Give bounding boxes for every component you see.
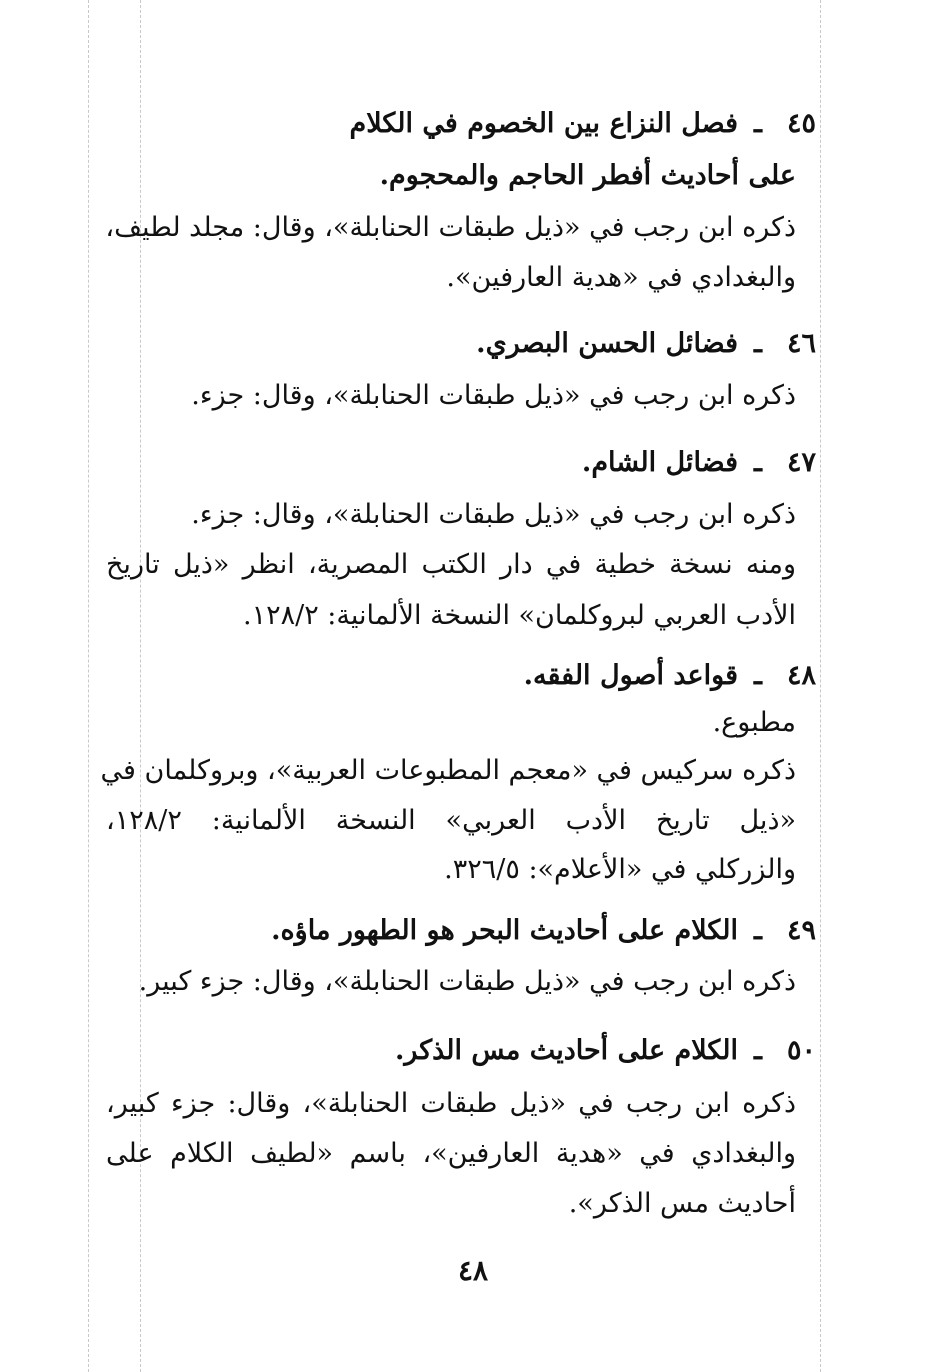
entry-45-body-line: والبغدادي في «هدية العارفين». bbox=[446, 262, 796, 293]
entry-48-body-line: والزركلي في «الأعلام»: ٣٢٦/٥. bbox=[444, 854, 796, 885]
entry-dash: ـ bbox=[754, 1035, 762, 1066]
scan-guide-line bbox=[88, 0, 89, 1372]
entry-50-body-line: أحاديث مس الذكر». bbox=[568, 1188, 796, 1219]
entry-45-body-line: ذكره ابن رجب في «ذيل طبقات الحنابلة»، وقال: مجلد لطيف، bbox=[105, 212, 796, 243]
entry-47-body-line: ذكره ابن رجب في «ذيل طبقات الحنابلة»، وقال: جزء. bbox=[191, 499, 796, 530]
entry-49-body-line: ذكره ابن رجب في «ذيل طبقات الحنابلة»، وقال: جزء كبير. bbox=[138, 966, 796, 997]
entry-48-title bbox=[106, 656, 816, 696]
entry-title: فضائل الشام. bbox=[581, 447, 738, 478]
entry-50-body-line: ذكره ابن رجب في «ذيل طبقات الحنابلة»، وقال: جزء كبير، bbox=[106, 1088, 796, 1119]
entry-number: ٤٥ bbox=[786, 108, 816, 139]
entry-45-title-cont: على أحاديث أفطر الحاجم والمحجوم. bbox=[379, 160, 796, 191]
entry-dash: ـ bbox=[754, 660, 762, 691]
entry-dash: ـ bbox=[754, 108, 762, 139]
entry-dash: ـ bbox=[754, 447, 762, 478]
entry-dash: ـ bbox=[754, 328, 762, 359]
entry-number: ٤٧ bbox=[786, 447, 816, 478]
page-number: ٤٨ bbox=[457, 1254, 489, 1287]
entry-title: الكلام على أحاديث مس الذكر. bbox=[394, 1035, 738, 1066]
entry-title: قواعد أصول الفقه. bbox=[523, 660, 738, 691]
entry-number: ٥٠ bbox=[786, 1035, 816, 1066]
entry-45-title bbox=[106, 104, 816, 144]
entry-48-body-line: مطبوع. bbox=[712, 707, 796, 738]
entry-46-body-line: ذكره ابن رجب في «ذيل طبقات الحنابلة»، وقال: جزء. bbox=[191, 380, 796, 411]
entry-50-title bbox=[106, 1031, 816, 1071]
entry-48-body-line: ذكره سركيس في «معجم المطبوعات العربية»، وبروكلمان في bbox=[100, 755, 796, 786]
entry-47-body-line: الأدب العربي لبروكلمان» النسخة الألمانية: ١٢٨/٢. bbox=[243, 600, 796, 631]
entry-49-title bbox=[106, 911, 816, 951]
entry-title: فضائل الحسن البصري. bbox=[476, 328, 738, 359]
entry-47-body-line: ومنه نسخة خطية في دار الكتب المصرية، انظر «ذيل تاريخ bbox=[106, 549, 796, 580]
entry-dash: ـ bbox=[754, 915, 762, 946]
entry-50-body-line: والبغدادي في «هدية العارفين»، باسم «لطيف الكلام على bbox=[106, 1138, 796, 1169]
entry-number: ٤٨ bbox=[786, 660, 816, 691]
entry-48-body-line: «ذيل تاريخ الأدب العربي» النسخة الألمانية: ١٢٨/٢، bbox=[106, 805, 796, 836]
entry-number: ٤٩ bbox=[786, 915, 816, 946]
entry-title: فصل النزاع بين الخصوم في الكلام bbox=[349, 108, 738, 139]
scan-guide-line bbox=[820, 0, 821, 1372]
entry-47-title bbox=[106, 443, 816, 483]
entry-46-title bbox=[106, 324, 816, 364]
entry-title: الكلام على أحاديث البحر هو الطهور ماؤه. bbox=[271, 915, 738, 946]
entry-number: ٤٦ bbox=[786, 328, 816, 359]
